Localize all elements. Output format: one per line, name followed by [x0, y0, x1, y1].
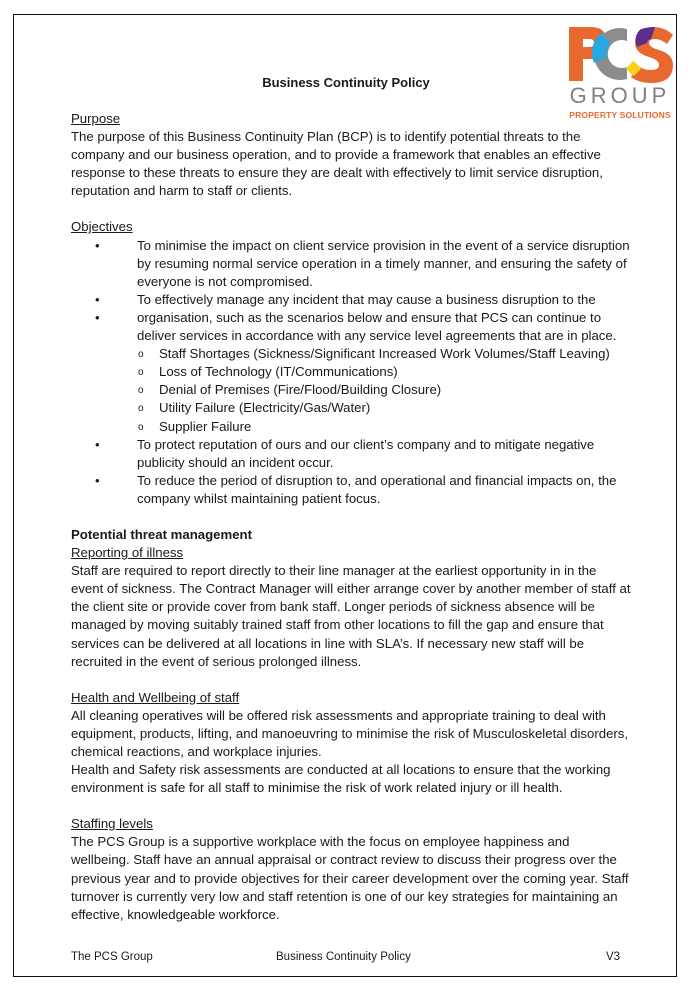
objective-item: • To effectively manage any incident that may cause a business disruption to the — [71, 291, 631, 309]
circle-bullet-icon: o — [138, 367, 144, 379]
scenario-item: o Loss of Technology (IT/Communications) — [71, 363, 631, 381]
bullet-icon: • — [95, 436, 100, 452]
scenario-item: o Utility Failure (Electricity/Gas/Water) — [71, 399, 631, 417]
staffing-heading: Staffing levels — [71, 816, 153, 832]
illness-body: Staff are required to report directly to their line manager at the earliest opportunity in in the event of sickness. The Contract Manager will either arrange cover by another member of staff at the client site or provide cover from bank staff. Longer periods of sickness absence will be managed by moving suitably trained staff from other locations to fill the gap and ensure that services can be delivered at all locations in line with SLA’s. If necessary new staff will be recruited in the event of serious prolonged illness. — [71, 563, 631, 669]
purpose-heading: Purpose — [71, 111, 121, 126]
objective-item: • To reduce the period of disruption to, and operational and financial impacts on, the company whilst maintaining patient focus. — [95, 472, 617, 506]
scenario-item: o Supplier Failure — [71, 418, 631, 436]
document-title: Business Continuity Policy — [262, 75, 430, 90]
staffing-body: The PCS Group is a supportive workplace with the focus on employee happiness and wellbeing. Staff have an annual appraisal or contract review to discuss their progress over the previous year and to provide objectives for their career development over the coming year. Staff turnover is currently very low and staff retention is one of our key strategies for maintaining an effective, knowledgeable workforce. — [71, 834, 629, 922]
threat-management-heading: Potential threat management — [71, 526, 252, 542]
health-heading: Health and Wellbeing of staff — [71, 689, 240, 705]
scenario-item: o Denial of Premises (Fire/Flood/Building Closure) — [71, 381, 631, 399]
footer-title: Business Continuity Policy — [276, 951, 411, 963]
objectives-list — [71, 237, 631, 346]
objective-item: • To protect reputation of ours and our client’s company and to mitigate negative publicity should an incident occur. — [95, 436, 595, 470]
bullet-icon: • — [95, 291, 100, 307]
circle-bullet-icon: o — [138, 385, 144, 397]
objective-item: • organisation, such as the scenarios below and ensure that PCS can continue to deliver services in accordance with any service level agreements that are in place. — [95, 309, 617, 344]
health-body-2: Health and Safety risk assessments are conducted at all locations to ensure that the working environment is safe for all staff to minimise the risk of work related injury or ill health. — [71, 762, 611, 796]
bullet-icon: • — [95, 309, 100, 325]
logo-group-text: GROUP — [569, 83, 671, 108]
scenario-item: o Staff Shortages (Sickness/Significant Increased Work Volumes/Staff Leaving) — [71, 345, 631, 363]
footer-version: V3 — [606, 951, 621, 963]
purpose-body: The purpose of this Business Continuity Plan (BCP) is to identify potential threats to the company and our business operation, and to provide a framework that enables an effective response to these threats to ensure they are dealt with effectively to limit service disruption, reputation and harm to staff or clients. — [71, 129, 603, 199]
logo-tagline: PROPERTY SOLUTIONS — [569, 110, 671, 120]
scenario-list — [71, 345, 631, 435]
circle-bullet-icon: o — [138, 403, 144, 415]
bullet-icon: • — [95, 237, 100, 253]
footer-company: The PCS Group — [71, 951, 153, 963]
bullet-icon: • — [95, 472, 100, 488]
objectives-list-continued — [71, 436, 631, 508]
illness-heading: Reporting of illness — [71, 545, 184, 561]
document-page — [13, 14, 677, 977]
document-body — [71, 110, 631, 924]
circle-bullet-icon: o — [138, 349, 144, 361]
circle-bullet-icon: o — [138, 421, 144, 433]
objective-item: • To minimise the impact on client service provision in the event of a service disruption by resuming normal service operation in a timely manner, and ensuring the safety of everyone is not compromised. — [95, 237, 630, 289]
objectives-heading: Objectives — [71, 219, 133, 235]
health-body-1: All cleaning operatives will be offered risk assessments and appropriate training to deal with equipment, products, lifting, and manoeuvring to minimise the risk of Musculoskeletal disorders, chemical reactions, and workplace injuries. — [71, 707, 629, 759]
